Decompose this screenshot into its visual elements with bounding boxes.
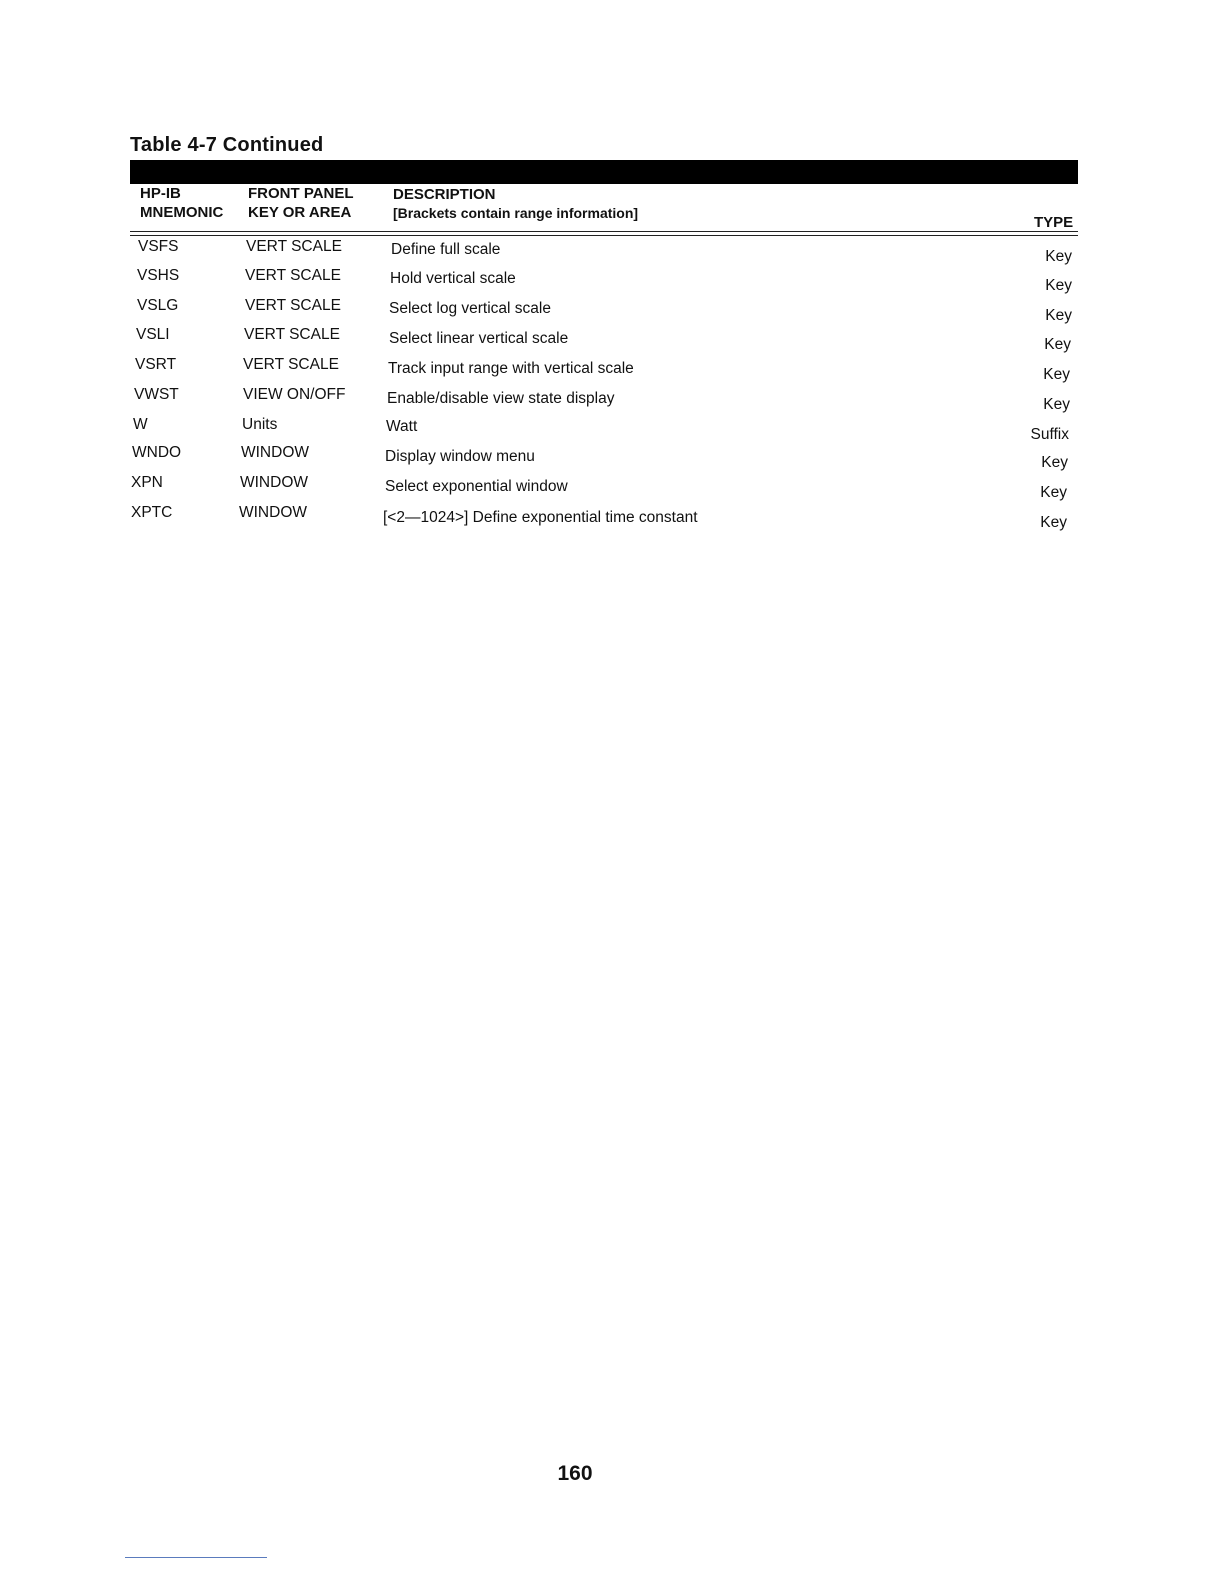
- panel-cell: WINDOW: [239, 504, 308, 521]
- description-cell: Select log vertical scale: [389, 300, 551, 317]
- type-cell: Key: [1043, 396, 1070, 413]
- table-row: [0, 238, 1224, 266]
- panel-cell: VIEW ON/OFF: [243, 386, 346, 403]
- panel-cell: VERT SCALE: [245, 297, 341, 314]
- header-type: TYPE: [1034, 214, 1074, 231]
- table-row: [0, 386, 1224, 414]
- header-panel: [248, 184, 354, 222]
- type-cell: Key: [1045, 248, 1072, 265]
- header-mnemonic: [140, 184, 223, 222]
- description-cell: Track input range with vertical scale: [388, 360, 634, 377]
- type-cell: Key: [1045, 307, 1072, 324]
- header-rule-top: [130, 231, 1078, 232]
- table-row: [0, 326, 1224, 354]
- panel-cell: Units: [242, 416, 278, 433]
- mnemonic-cell: VSLI: [136, 326, 170, 343]
- panel-cell: VERT SCALE: [244, 326, 340, 343]
- mnemonic-cell: VSHS: [137, 267, 180, 284]
- description-cell: Display window menu: [385, 448, 535, 465]
- type-cell: Key: [1040, 514, 1067, 531]
- table-row: [0, 267, 1224, 295]
- panel-cell: VERT SCALE: [245, 267, 341, 284]
- header-panel-line2: KEY OR AREA: [248, 204, 352, 221]
- header-rule-bottom: [130, 235, 1078, 236]
- type-cell: Suffix: [1030, 426, 1069, 443]
- panel-cell: WINDOW: [241, 444, 310, 461]
- type-cell: Key: [1045, 277, 1072, 294]
- footer-rule: [125, 1557, 267, 1558]
- table-row: [0, 444, 1224, 472]
- panel-cell: VERT SCALE: [243, 356, 339, 373]
- description-cell: Hold vertical scale: [390, 270, 516, 287]
- header-mnemonic-line1: HP-IB: [140, 185, 181, 202]
- mnemonic-cell: VSLG: [137, 297, 179, 314]
- mnemonic-cell: WNDO: [132, 444, 182, 461]
- panel-cell: WINDOW: [240, 474, 309, 491]
- table-row: [0, 297, 1224, 325]
- header-description-line2: [Brackets contain range information]: [393, 205, 639, 221]
- description-cell: Enable/disable view state display: [387, 390, 615, 407]
- table-row: [0, 474, 1224, 502]
- description-cell: Define full scale: [391, 241, 501, 258]
- mnemonic-cell: VSFS: [138, 238, 179, 255]
- type-cell: Key: [1044, 336, 1071, 353]
- type-cell: Key: [1040, 484, 1067, 501]
- header-description: [393, 185, 638, 223]
- description-cell: Watt: [386, 418, 418, 435]
- description-cell: Select linear vertical scale: [389, 330, 569, 347]
- mnemonic-cell: XPTC: [131, 504, 173, 521]
- table-title: Table 4-7 Continued: [130, 134, 324, 156]
- type-cell: Key: [1041, 454, 1068, 471]
- description-cell: Select exponential window: [385, 478, 568, 495]
- mnemonic-cell: VSRT: [135, 356, 177, 373]
- table-row: [0, 416, 1224, 444]
- header-description-line1: DESCRIPTION: [393, 186, 496, 203]
- mnemonic-cell: W: [133, 416, 148, 433]
- header-panel-line1: FRONT PANEL: [248, 185, 354, 202]
- mnemonic-cell: VWST: [134, 386, 179, 403]
- page-number: 160: [557, 1462, 593, 1485]
- header-mnemonic-line2: MNEMONIC: [140, 204, 224, 221]
- table-row: [0, 504, 1224, 532]
- type-cell: Key: [1043, 366, 1070, 383]
- panel-cell: VERT SCALE: [246, 238, 342, 255]
- description-cell: [<2—1024>] Define exponential time constant: [383, 509, 698, 526]
- table-row: [0, 356, 1224, 384]
- title-bar: [130, 160, 1078, 184]
- mnemonic-cell: XPN: [131, 474, 163, 491]
